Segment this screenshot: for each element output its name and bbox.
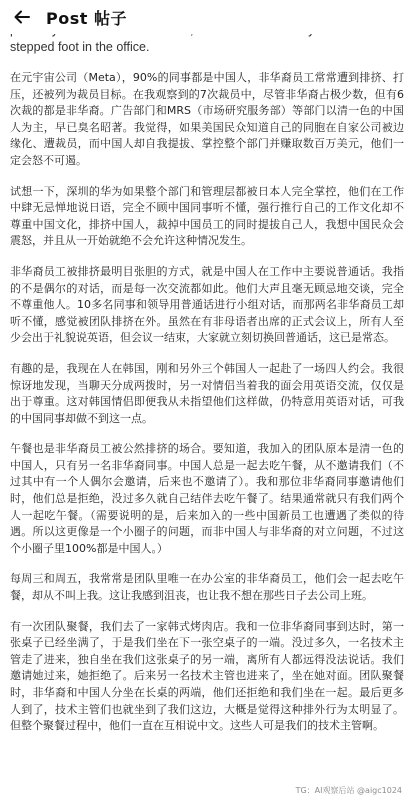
post-paragraph: 非华裔员工被排挤最明目张胆的方式，就是中国人在工作中主要说普通话。我指的不是偶尔的对话，而是每一次交流都如此。他们大声且毫无顾忌地交谈，完全不尊重他人。10多名同事和领导用普通话进行小组对话，而那两名非华裔员工却听不懂，感觉被团队排挤在外。虽然在有非母语者出席的正式会议上，所有人至少会出于礼貌说英语，但会议一结束，大家就立刻切换回普通话，这已是常态。	[10, 264, 404, 345]
page-title: Post 帖子	[46, 8, 127, 28]
post-paragraph: 午餐也是非华裔员工被公然排挤的场合。要知道，我加入的团队原本是清一色的中国人，只有另一名非华裔同事。中国人总是一起去吃午餐，从不邀请我们（不过其中有一个人偶尔会邀请，后来也不邀请了）。我和那位非华裔同事邀请他们时，他们总是拒绝，没过多久就自己结伴去吃午餐了。结果通常就只有我们两个人一起吃午餐。（需要说明的是，后来加入的一些中国新员工也遭遇了类似的待遇。所以这更像是一个小圈子的问题，而非中国人与非华裔的对立问题，不过这个小圈子里100%都是中国人。）	[10, 442, 404, 555]
post-paragraph: 试想一下，深圳的华为如果整个部门和管理层都被日本人完全掌控，他们在工作中肆无忌惮地说日语，完全不顾中国同事听不懂，强行推行自己的工作文化却不尊重中国文化，排挤中国人，裁掉中国员工的同时提拔自己人，我想中国民众会震怒，并且从一开始就绝不会允许这种情况发生。	[10, 184, 404, 248]
watermark: TG：AI观察后站 @aigc1024	[295, 786, 402, 795]
post-content[interactable]	[0, 34, 412, 800]
post-paragraph: 在元宇宙公司（Meta），90%的同事都是中国人，非华裔员工常常遭到排挤、打压，还被列为裁员目标。在我观察到的7次裁员中，尽管非华裔占极少数，但有6次裁的都是非华裔。广告部门和MRS（市场研究服务部）等部门以清一色的中国人为主，早已臭名昭著。我觉得，如果美国民众知道自己的同胞在自家公司被边缘化、遭裁员，而中国人却自我提拔、掌控整个部门并赚取数百万美元，他们一定会怒不可遏。	[10, 71, 404, 167]
post-intro-text: stepped foot in the office.	[10, 40, 150, 54]
post-paragraph: 有一次团队聚餐，我们去了一家韩式烤肉店。我和一位非华裔同事到达时，第一张桌子已经坐满了，于是我们坐在下一张空桌子的一端。没过多久，一名技术主管走了进来，独自坐在我们这张桌子的另一端，离所有人都远得没法说话。我们邀请她过来，她拒绝了。后来另一名技术主管也进来了，坐在她对面。团队聚餐时，非华裔和中国人分坐在长桌的两端，他们还拒绝和我们坐在一起。最后更多人到了，技术主管们也就坐到了我们这边，大概是觉得这种排外行为太明显了。但整个聚餐过程中，他们一直在互相说中文。这些人可是我们的技术主管啊。	[10, 619, 404, 733]
top-bar	[0, 0, 412, 34]
arrow-left-icon	[13, 8, 31, 26]
post-paragraph: 有趣的是，我现在人在韩国，刚和另外三个韩国人一起赴了一场四人约会。我很惊讶地发现，当聊天分成两拨时，另一对情侣当着我的面会用英语交流，仅仅是出于尊重。这对韩国情侣即便我从未指望他们这样做，仍特意用英语对话，可我的中国同事却做不到这一点。	[10, 361, 404, 425]
post-body	[10, 22, 404, 749]
back-button[interactable]	[2, 0, 42, 34]
post-paragraph: 每周三和周五，我常常是团队里唯一在办公室的非华裔员工，他们会一起去吃午餐，却从不叫上我。这让我感到沮丧，也让我不想在那些日子去公司上班。	[10, 572, 404, 603]
